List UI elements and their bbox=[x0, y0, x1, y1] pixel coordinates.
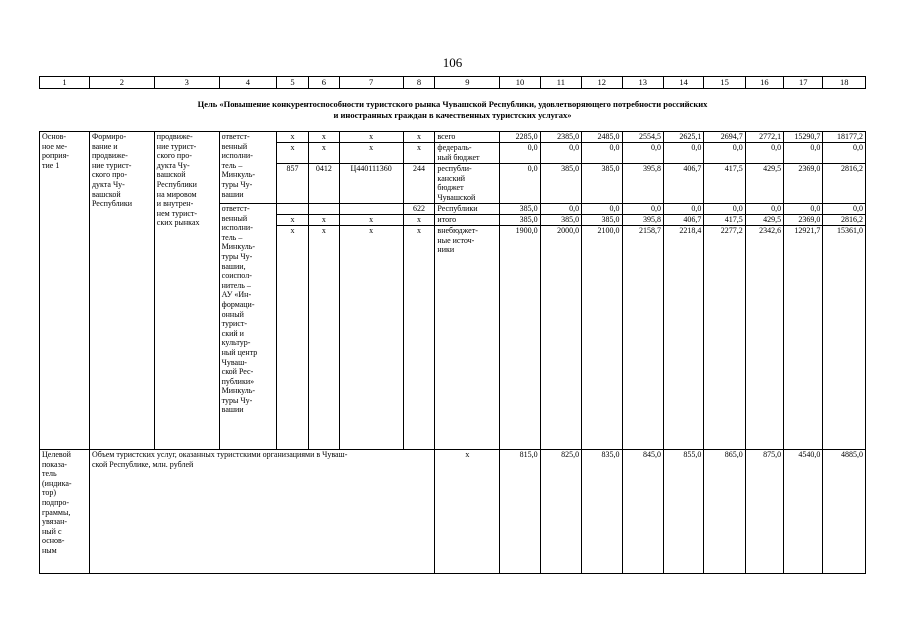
indicator-value-col-10: 815,0 bbox=[500, 450, 540, 574]
amount-cell-col-16: 429,5 bbox=[745, 164, 783, 204]
amount-cell-col-12: 385,0 bbox=[582, 164, 622, 204]
funding-source-cell: всего bbox=[435, 132, 500, 143]
column-number-6: 6 bbox=[308, 77, 339, 89]
table-row bbox=[40, 132, 866, 143]
amount-cell-col-10: 0,0 bbox=[500, 143, 540, 164]
expense-type-cell: 622 bbox=[403, 204, 435, 215]
column-number-10: 10 bbox=[500, 77, 540, 89]
amount-cell-col-14: 2625,1 bbox=[663, 132, 703, 143]
column-number-1: 1 bbox=[40, 77, 90, 89]
indicator-value-col-17: 4540,0 bbox=[784, 450, 823, 574]
amount-cell-col-10: 385,0 bbox=[500, 204, 540, 215]
column-number-13: 13 bbox=[622, 77, 663, 89]
section-code-cell: x bbox=[308, 132, 339, 143]
section-code-cell: 0412 bbox=[308, 164, 339, 204]
section-code-cell bbox=[308, 204, 339, 215]
column-number-4: 4 bbox=[219, 77, 276, 89]
event-number-cell: Основ- ное ме- роприя- тие 1 bbox=[40, 132, 90, 450]
amount-cell-col-18: 2816,2 bbox=[823, 164, 866, 204]
amount-cell-col-16: 0,0 bbox=[745, 204, 783, 215]
indicator-row bbox=[40, 450, 866, 574]
column-number-7: 7 bbox=[339, 77, 403, 89]
amount-cell-col-13: 395,8 bbox=[622, 164, 663, 204]
amount-cell-col-12: 385,0 bbox=[582, 215, 622, 226]
amount-cell-col-17: 15290,7 bbox=[784, 132, 823, 143]
amount-cell-col-16: 2772,1 bbox=[745, 132, 783, 143]
amount-cell-col-10: 2285,0 bbox=[500, 132, 540, 143]
column-number-12: 12 bbox=[582, 77, 622, 89]
responsible-executor-cell-1: ответст- венный исполни- тель – Минкуль- туры Чу- вашии bbox=[219, 132, 276, 204]
amount-cell-col-10: 1900,0 bbox=[500, 226, 540, 450]
event-name-cell: Формиро- вание и продвиже- ние турист- ского про- дукта Чу- вашской Республики bbox=[89, 132, 154, 450]
amount-cell-col-12: 2485,0 bbox=[582, 132, 622, 143]
target-article-cell: x bbox=[339, 143, 403, 164]
amount-cell-col-12: 0,0 bbox=[582, 143, 622, 164]
section-code-cell: x bbox=[308, 143, 339, 164]
amount-cell-col-11: 0,0 bbox=[540, 143, 581, 164]
amount-cell-col-10: 0,0 bbox=[500, 164, 540, 204]
funding-source-cell: итого bbox=[435, 215, 500, 226]
amount-cell-col-16: 2342,6 bbox=[745, 226, 783, 450]
goal-title-line-2: и иностранных граждан в качественных туристских услугах» bbox=[333, 110, 572, 120]
amount-cell-col-12: 0,0 bbox=[582, 204, 622, 215]
grbs-code-cell: x bbox=[277, 132, 309, 143]
funding-source-cell: Республики bbox=[435, 204, 500, 215]
amount-cell-col-14: 2218,4 bbox=[663, 226, 703, 450]
amount-cell-col-18: 0,0 bbox=[823, 143, 866, 164]
amount-cell-col-13: 0,0 bbox=[622, 204, 663, 215]
amount-cell-col-10: 385,0 bbox=[500, 215, 540, 226]
amount-cell-col-14: 0,0 bbox=[663, 143, 703, 164]
amount-cell-col-13: 2554,5 bbox=[622, 132, 663, 143]
responsible-executor-cell-2: ответст- венный исполни- тель – Минкуль- туры Чу- вашии, соиспол- нитель – АУ «Ин- формаци- онный турист- ский и культур- ный центр Чуваш- ской Рес- публики» Минкуль- туры Чу- вашии bbox=[219, 204, 276, 450]
expense-type-cell: x bbox=[403, 226, 435, 450]
goal-title-line-1: Цель «Повышение конкурентоспособности туристского рынка Чувашской Республики, удовлетворяющего потребности российских bbox=[197, 99, 708, 109]
amount-cell-col-18: 0,0 bbox=[823, 204, 866, 215]
grbs-code-cell: x bbox=[277, 215, 309, 226]
grbs-code-cell: x bbox=[277, 143, 309, 164]
amount-cell-col-15: 0,0 bbox=[704, 204, 745, 215]
goal-title bbox=[100, 99, 805, 121]
column-number-8: 8 bbox=[403, 77, 435, 89]
amount-cell-col-13: 0,0 bbox=[622, 143, 663, 164]
section-code-cell: x bbox=[308, 215, 339, 226]
amount-cell-col-17: 0,0 bbox=[784, 143, 823, 164]
grbs-code-cell: x bbox=[277, 226, 309, 450]
amount-cell-col-18: 15361,0 bbox=[823, 226, 866, 450]
amount-cell-col-11: 0,0 bbox=[540, 204, 581, 215]
indicator-label-cell: Целевой показа- тель (индика- тор) подпро- граммы, увязан- ный с основ- ным bbox=[40, 450, 90, 574]
amount-cell-col-17: 2369,0 bbox=[784, 215, 823, 226]
target-article-cell bbox=[339, 204, 403, 215]
amount-cell-col-16: 0,0 bbox=[745, 143, 783, 164]
target-article-cell: x bbox=[339, 226, 403, 450]
grbs-code-cell bbox=[277, 204, 309, 215]
expense-type-cell: 244 bbox=[403, 164, 435, 204]
amount-cell-col-13: 2158,7 bbox=[622, 226, 663, 450]
funding-source-cell: внебюджет- ные источ- ники bbox=[435, 226, 500, 450]
column-number-17: 17 bbox=[784, 77, 823, 89]
target-article-cell: x bbox=[339, 215, 403, 226]
amount-cell-col-11: 385,0 bbox=[540, 215, 581, 226]
amount-cell-col-15: 417,5 bbox=[704, 164, 745, 204]
indicator-value-col-16: 875,0 bbox=[745, 450, 783, 574]
indicator-value-col-18: 4885,0 bbox=[823, 450, 866, 574]
column-number-5: 5 bbox=[277, 77, 309, 89]
expense-type-cell: x bbox=[403, 215, 435, 226]
amount-cell-col-18: 2816,2 bbox=[823, 215, 866, 226]
target-article-cell: Ц440111360 bbox=[339, 164, 403, 204]
amount-cell-col-12: 2100,0 bbox=[582, 226, 622, 450]
section-code-cell: x bbox=[308, 226, 339, 450]
amount-cell-col-15: 2277,2 bbox=[704, 226, 745, 450]
amount-cell-col-17: 2369,0 bbox=[784, 164, 823, 204]
amount-cell-col-11: 2385,0 bbox=[540, 132, 581, 143]
expense-type-cell: x bbox=[403, 132, 435, 143]
amount-cell-col-18: 18177,2 bbox=[823, 132, 866, 143]
column-number-3: 3 bbox=[154, 77, 219, 89]
column-number-18: 18 bbox=[823, 77, 866, 89]
column-number-11: 11 bbox=[540, 77, 581, 89]
amount-cell-col-16: 429,5 bbox=[745, 215, 783, 226]
target-article-cell: x bbox=[339, 132, 403, 143]
column-number-9: 9 bbox=[435, 77, 500, 89]
column-number-2: 2 bbox=[89, 77, 154, 89]
page-number: 106 bbox=[442, 55, 463, 70]
amount-cell-col-15: 2694,7 bbox=[704, 132, 745, 143]
funding-source-cell: федераль- ный бюджет bbox=[435, 143, 500, 164]
indicator-value-col-11: 825,0 bbox=[540, 450, 581, 574]
amount-cell-col-11: 385,0 bbox=[540, 164, 581, 204]
indicator-value-col-15: 865,0 bbox=[704, 450, 745, 574]
amount-cell-col-14: 406,7 bbox=[663, 215, 703, 226]
amount-cell-col-15: 0,0 bbox=[704, 143, 745, 164]
indicator-value-col-13: 845,0 bbox=[622, 450, 663, 574]
amount-cell-col-17: 0,0 bbox=[784, 204, 823, 215]
financing-table bbox=[39, 131, 866, 574]
column-number-14: 14 bbox=[663, 77, 703, 89]
event-description-cell: продвиже- ние турист- ского про- дукта Чу- вашской Республики на мировом и внутрен- нем турист- ских рынках bbox=[154, 132, 219, 450]
amount-cell-col-14: 406,7 bbox=[663, 164, 703, 204]
column-number-header bbox=[39, 76, 866, 89]
indicator-x-cell: x bbox=[435, 450, 500, 574]
indicator-description-cell: Объем туристских услуг, оказанных туристскими организациями в Чуваш- ской Республике, млн. рублей bbox=[89, 450, 434, 574]
amount-cell-col-17: 12921,7 bbox=[784, 226, 823, 450]
column-number-16: 16 bbox=[745, 77, 783, 89]
grbs-code-cell: 857 bbox=[277, 164, 309, 204]
amount-cell-col-11: 2000,0 bbox=[540, 226, 581, 450]
expense-type-cell: x bbox=[403, 143, 435, 164]
column-number-15: 15 bbox=[704, 77, 745, 89]
funding-source-cell: республи- канский бюджет Чувашской bbox=[435, 164, 500, 204]
amount-cell-col-13: 395,8 bbox=[622, 215, 663, 226]
indicator-value-col-12: 835,0 bbox=[582, 450, 622, 574]
indicator-value-col-14: 855,0 bbox=[663, 450, 703, 574]
amount-cell-col-14: 0,0 bbox=[663, 204, 703, 215]
amount-cell-col-15: 417,5 bbox=[704, 215, 745, 226]
